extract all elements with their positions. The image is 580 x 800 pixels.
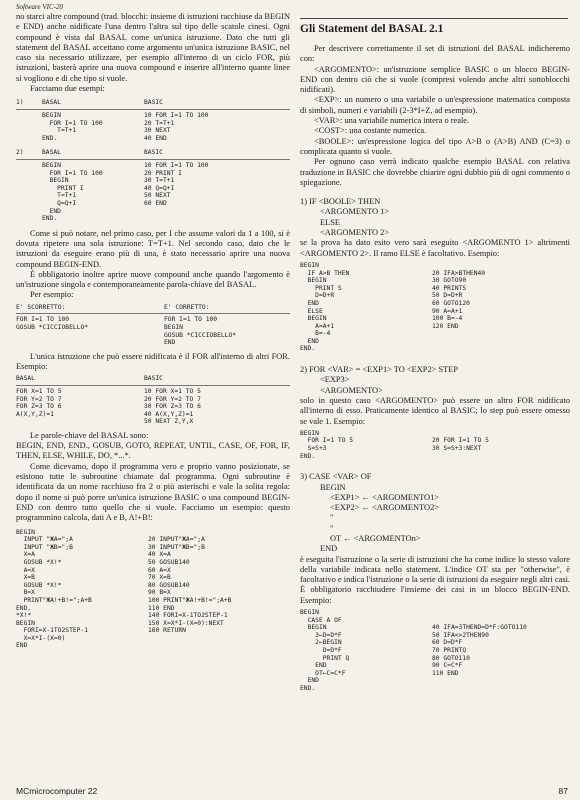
if-code bbox=[300, 262, 570, 353]
example3-code bbox=[16, 388, 290, 426]
definition-var: <VAR>: una variabile numerica intera o reale. bbox=[314, 116, 470, 126]
example1-code bbox=[16, 112, 290, 142]
example3-basal-head: BASAL bbox=[16, 375, 35, 383]
running-head: Software VIC-20 bbox=[16, 3, 63, 11]
wrong-right-code bbox=[16, 316, 290, 346]
for-code bbox=[300, 430, 570, 460]
example2-basic-code: 10 FOR I=1 TO 100 20 PRINT I 30 T=T+1 40 Q=Q+I 50 NEXT 60 END bbox=[144, 161, 209, 207]
divider bbox=[16, 109, 290, 110]
example1-basal-code: BEGIN FOR I=1 TO 100 T=T+1 END. bbox=[42, 111, 103, 142]
examples-intro: Facciamo due esempi: bbox=[30, 84, 105, 94]
wrong-right-headers bbox=[16, 304, 290, 312]
keywords-list: BEGIN, END, END., GOSUB, GOTO, REPEAT, UNTIL, CASE, OF, FOR, IF, THEN, ELSE, WHILE, DO, *...*. bbox=[16, 441, 290, 461]
footer-magazine: MCmicrocomputer 22 bbox=[16, 786, 98, 796]
subroutine-paragraph: Come dicevamo, dopo il programma vero e proprio vanno posizionate, se esistono tutte le subroutine chiamate dal programma. Ogni subroutine è identificata da un nome racchiuso fra 2 o più asterischi e vale la solita regola: dopo il nome si può porre un'unica istruzione BASIC o una compound BEGIN-END con dentro tutto quello che si vuole. Facciamo un esempio: questo programmino calcola, dati A e B, A!+B!: bbox=[16, 461, 290, 523]
case-syntax-line4: <EXP2> ← <ARGOMENTO2> bbox=[330, 503, 440, 513]
example3-headers bbox=[16, 375, 290, 383]
example4-basal-code: BEGIN INPUT "ЖA=";A INPUT "ЖB=";B X=A GOSUB *X!* A=X X=B GOSUB *X!* B=X PRINT"ЖA!+B!=";A+B END. *X!* BEGIN FORI=X-1TO2STEP-1 X=X*I-(X=0) END bbox=[16, 528, 92, 650]
case-syntax-line8: END bbox=[320, 544, 338, 554]
example3-basic-code: 10 FOR X=1 TO 5 20 FOR Y=2 TO 7 30 FOR Z=3 TO 6 40 A(X,Y,Z)=1 50 NEXT Z,Y,X bbox=[144, 387, 201, 426]
intro-paragraph: no starci altre compound (trad. blocchi: insieme di istruzioni racchiuse da BEGIN e END) anche nidificate l'una dentro l'altra sul tipo delle scatole cinesi. Ogni compound è vista dal BASAL come un'unica istruzione. Dato che tutti gli statement del BASAL accettano come argomento un'unica istruzione BASIC, nel caso sia necessario utilizzare, per esempio all'interno di un ciclo FOR, più istruzioni, basterà aprire una nuova compound e inserire all'interno quante linee si vogliono e di che tipo si vuole. bbox=[16, 12, 290, 83]
example2-basal-code: BEGIN FOR I=1 TO 100 BEGIN PRINT I T=T+1 Q=Q+I END END. bbox=[42, 161, 103, 223]
divider bbox=[16, 385, 290, 386]
for-description: solo in questo caso <ARGOMENTO> può essere un altro FOR nidificato all'interno di esso. Praticamente identico al BASIC; lo step può essere omesso se vale 1. Esempio: bbox=[300, 395, 570, 426]
section-title: Gli Statement del BASAL 2.1 bbox=[300, 18, 568, 35]
statement-case bbox=[300, 472, 570, 692]
case-syntax-line3: <EXP1> ← <ARGOMENTO1> bbox=[330, 492, 440, 502]
if-basal-code: BEGIN IF A>B THEN BEGIN PRINT S D=D+R END ELSE BEGIN A=A+1 B=-4 END END. bbox=[300, 261, 350, 353]
paragraph-nested-for: L'unica istruzione che può essere nidificata è il FOR all'interno di altri FOR. Esempio: bbox=[16, 351, 290, 372]
wrong-code: FOR I=1 TO 100 GOSUB *CICCIOBELLO* bbox=[16, 316, 89, 331]
example1-basal-head: BASAL bbox=[42, 99, 61, 107]
example2-code bbox=[16, 162, 290, 223]
for-syntax-line1: 2) FOR <VAR> = <EXP1> TO <EXP2> STEP bbox=[300, 365, 459, 375]
if-syntax-line3: ELSE bbox=[320, 217, 341, 227]
example1-basic-code: 10 FOR I=1 TO 100 20 T=T+1 30 NEXT 40 END bbox=[144, 111, 209, 142]
for-syntax-line2: <EXP3> bbox=[320, 375, 350, 385]
if-syntax-line2: <ARGOMENTO 1> bbox=[320, 207, 390, 217]
case-syntax-line1: 3) CASE <VAR> OF bbox=[300, 472, 372, 482]
wrong-head: E' SCORRETTO: bbox=[16, 303, 66, 311]
if-syntax-line4: <ARGOMENTO 2> bbox=[320, 228, 390, 238]
if-basic-code: 20 IFA>BTHEN40 30 GOTO90 40 PRINTS 50 D=D+R 60 GOTO120 90 A=A+1 100 B=-4 120 END bbox=[432, 269, 486, 330]
definition-exp: <EXP>: un numero o una variabile o un'espressione matematica composta di simboli, numeri e variabili (2-3*I+Z, ad esempio). bbox=[300, 95, 570, 115]
paragraph-example: Per esempio: bbox=[30, 290, 74, 300]
definition-cost: <COST>: una costante numerica. bbox=[314, 126, 427, 136]
case-syntax-line2: BEGIN bbox=[320, 482, 346, 492]
case-basal-code: BEGIN CASE A OF BEGIN 3←D=D*F 2←BEGIN D=D*F PRINT Q END OT←C=C*F END END. bbox=[300, 609, 350, 693]
example2-label: 2) bbox=[16, 149, 24, 157]
paragraph-note: Come si può notare, nel primo caso, per I che assume valori da 1 a 100, si è dovuta ripetere una sola istruzione: T=T+1. Nel secondo caso, dato che le istruzioni da eseguire erano più di una, è stato necessario aprire una nuova compound BEGIN-END. bbox=[16, 228, 290, 269]
right-head: E' CORRETTO: bbox=[164, 303, 210, 311]
case-syntax-line5: " bbox=[330, 513, 334, 523]
right-code: FOR I=1 TO 100 BEGIN GOSUB *CICCIOBELLO* END bbox=[164, 316, 237, 347]
paragraph-compound: È obbligatorio inoltre aprire nuove compound anche quando l'argomento è un'istruzione singola e contemporaneamente parola-chiave del BASAL. bbox=[16, 269, 290, 290]
case-basic-code: 40 IFA=3THEND=D*F:GOTO110 50 IFA<>2THEN90 60 D=D*F 70 PRINTQ 80 GOTO110 90 C=C*F 110 END bbox=[432, 624, 527, 677]
case-syntax-line7: OT ← <ARGOMENTOn> bbox=[330, 534, 421, 543]
definition-intro: Per descrivere correttamente il set di istruzioni del BASAL indicheremo con: bbox=[300, 44, 570, 64]
page-number: 87 bbox=[558, 786, 568, 796]
case-description: è eseguita l'istruzione o la serie di istruzioni che ha come indice lo stesso valore della variabile indicata nello statement. L'indice OT sta per "otherwise", è facoltativo e indica l'istruzione o la serie di istruzioni da eseguire negli altri casi. È obbligatorio racchiudere l'insieme dei casi in un blocco BEGIN-END. Esempio: bbox=[300, 554, 570, 605]
example4-code bbox=[16, 529, 290, 651]
example2-basic-head: BASIC bbox=[144, 149, 163, 157]
definition-note: Per ognuno caso verrà indicato qualche esempio BASAL con relativa traduzione in BASIC che dovrebbe chiarire ogni dubbio più di ogni commento o spiegazione. bbox=[300, 157, 570, 187]
statement-for bbox=[300, 365, 570, 460]
example3-basal-code: FOR X=1 TO 5 FOR Y=2 TO 7 FOR Z=3 TO 6 A(X,Y,Z)=1 bbox=[16, 387, 62, 418]
example1-label: 1) bbox=[16, 99, 24, 107]
left-column bbox=[16, 12, 290, 650]
case-code bbox=[300, 609, 570, 693]
right-column bbox=[300, 44, 570, 693]
if-description: se la prova ha dato esito vero sarà eseguito <ARGOMENTO 1> altrimenti <ARGOMENTO 2>. Il ramo ELSE è facoltativo. Esempio: bbox=[300, 238, 570, 258]
statement-if bbox=[300, 197, 570, 353]
for-basic-code: 20 FOR I=1 TO 5 30 S=S+3:NEXT bbox=[432, 437, 489, 453]
example2-basal-head: BASAL bbox=[42, 149, 61, 157]
if-syntax-line1: 1) IF <BOOLE> THEN bbox=[300, 197, 381, 207]
for-syntax-line3: <ARGOMENTO> bbox=[320, 385, 383, 395]
for-basal-code: BEGIN FOR I=1 TO 5 S=S+3 END. bbox=[300, 429, 354, 460]
example4-basic-code: 20 INPUT"ЖA=";A 30 INPUT"ЖB=";B 40 X=A 50 GOSUB140 60 A=X 70 X=B 80 GOSUB140 90 B=X 100 PRINT"ЖA!+B!=";A+B 110 END 140 FORI=X-1TO2STEP-1 150 X=X*I-(X=0):NEXT 160 RETURN bbox=[148, 536, 232, 635]
example1-basic-head: BASIC bbox=[144, 99, 163, 107]
example3-basic-head: BASIC bbox=[144, 375, 163, 383]
case-syntax-line6: " bbox=[330, 523, 334, 533]
example1-headers bbox=[16, 99, 290, 107]
example2-headers bbox=[16, 149, 290, 157]
definition-boole: <BOOLE>: un'espressione logica del tipo A>B o (A>B) AND (C=3) o complicata quanto si vuole. bbox=[300, 136, 570, 156]
definition-argomento: <ARGOMENTO>: un'istruzione semplice BASIC o un blocco BEGIN-END con dentro ciò che si vuole (compresi volendo anche altri sottoblocchi nidificati). bbox=[300, 64, 570, 95]
divider bbox=[16, 313, 290, 314]
keywords-intro: Le parole-chiave del BASAL sono: bbox=[30, 430, 149, 440]
divider bbox=[16, 159, 290, 160]
